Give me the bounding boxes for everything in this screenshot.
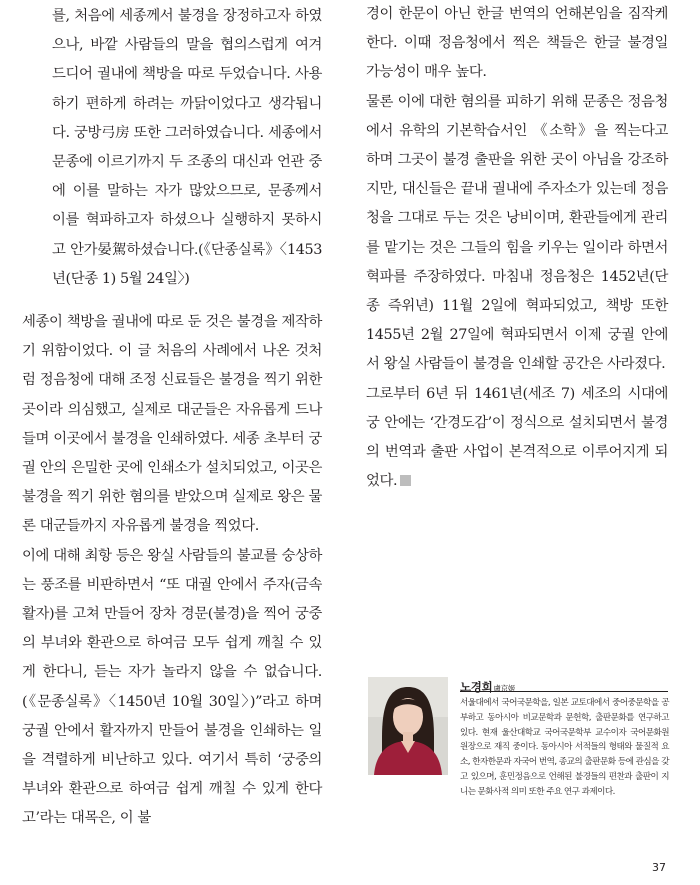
body-paragraph-text: 그로부터 6년 뒤 1461년(세조 7) 세조의 시대에 궁 안에는 ‘간경도감’이 정식으로 설치되면서 불경의 번역과 출판 사업이 본격적으로 이루어지게 되었다. xyxy=(366,385,668,490)
right-column xyxy=(366,0,668,496)
quoted-passage: 를, 처음에 세종께서 불경을 장정하고자 하였으나, 바깥 사람들의 말을 협의스럽게 여겨 드디어 궐내에 책방을 따로 두었습니다. 사용하기 편하게 하려는 까닭이었다고 생각됩니다. 궁방弓房 또한 그러하였습니다. 세종에서 문종에 이르기까지 두 조종의 대신과 언관 중에 이를 말하는 자가 많았으므로, 문종께서 이를 혁파하고자 하셨으나 실행하지 못하시고 안가晏駕하셨습니다.(《단종실록》〈1453년(단종 1) 5월 24일〉) xyxy=(52,8,322,287)
author-photo xyxy=(368,677,448,775)
author-divider xyxy=(460,691,668,692)
author-heading xyxy=(460,676,668,696)
author-name-hanja: 盧京姬 xyxy=(493,684,516,693)
body-paragraph: 세종이 책방을 궐내에 따로 둔 것은 불경을 제작하기 위함이었다. 이 글 처음의 사례에서 나온 것처럼 정음청에 대해 조정 신료들은 불경을 찍기 위한 곳이라 의심했고, 실제로 대군들은 자유롭게 드나들며 이곳에서 불경을 인쇄하였다. 세종 초부터 궁궐 안의 은밀한 곳에 인쇄소가 설치되었고, 이곳은 불경을 찍기 위한 혐의를 받았으며 실제로 왕은 물론 대군들까지 자유롭게 불경을 찍었다. xyxy=(22,314,322,535)
author-name-hangul: 노경희 xyxy=(460,680,493,694)
end-of-article-mark xyxy=(400,475,411,486)
author-name xyxy=(460,679,517,696)
left-column xyxy=(22,0,322,834)
body-paragraph: 물론 이에 대한 혐의를 피하기 위해 문종은 정음청에서 유학의 기본학습서인 《소학》을 찍는다고 하며 그곳이 불경 출판을 위한 곳이 아님을 강조하지만, 대신들은 끝내 궐내에 주자소가 있는데 정음청을 그대로 두는 것은 낭비이며, 환관들에게 관리를 맡기는 것은 그들의 힘을 키우는 일이라 하면서 혁파를 주장하였다. 마침내 정음청은 1452년(단종 즉위년) 11월 2일에 혁파되었고, 책방 또한 1455년 2월 27일에 혁파되면서 이제 궁궐 안에서 왕실 사람들이 불경을 인쇄할 공간은 사라졌다. xyxy=(366,93,668,373)
body-paragraph: 경이 한문이 아닌 한글 번역의 언해본임을 짐작케 한다. 이때 정음청에서 찍은 책들은 한글 불경일 가능성이 매우 높다. xyxy=(366,6,668,81)
body-paragraph-last xyxy=(366,380,668,497)
author-bio: 서울대에서 국어국문학을, 일본 교토대에서 중어중문학을 공부하고 동아시아 비교문학과 문헌학, 출판문화를 연구하고 있다. 현재 울산대학교 국어국문학부 교수이자 국어문화원 원장으로 재직 중이다. 동아시아 서적들의 형태와 물질적 요소, 한자한문과 자국어 번역, 종교의 출판문화 등에 관심을 갖고 있으며, 훈민정음으로 언해된 불경들의 편찬과 출판이 지니는 문화사적 의미 또한 주요 연구 과제이다. xyxy=(460,698,669,797)
page-number: 37 xyxy=(652,861,666,874)
author-portrait-illustration xyxy=(368,677,448,775)
body-paragraph: 이에 대해 최항 등은 왕실 사람들의 불교를 숭상하는 풍조를 비판하면서 “또 대궐 안에서 주자(금속활자)를 고쳐 만들어 장차 경문(불경)을 찍어 궁중의 부녀와 환관으로 하여금 모두 쉽게 깨칠 수 있게 한다니, 듣는 자가 놀라지 않을 수 없습니다.(《문종실록》〈1450년 10월 30일〉)”라고 하며 궁궐 안에서 활자까지 만들어 불경을 인쇄하는 일을 격렬하게 비난하고 있다. 여기서 특히 ‘궁중의 부녀와 환관으로 하여금 쉽게 깨칠 수 있게 한다고’라는 대목은, 이 불 xyxy=(22,547,322,827)
